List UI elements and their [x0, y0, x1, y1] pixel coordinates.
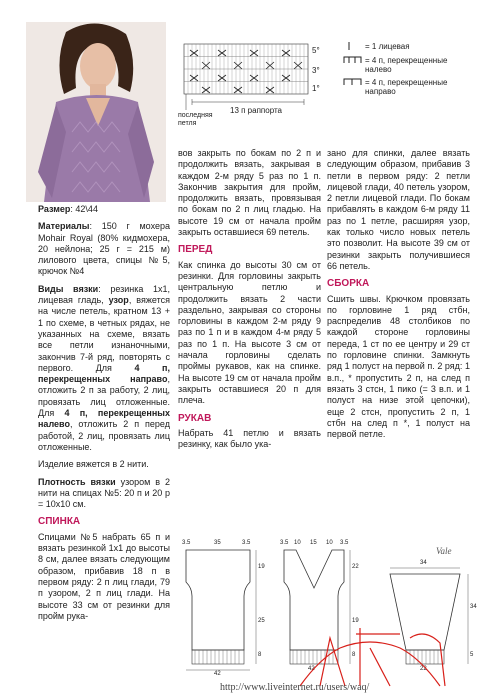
knit-stitch-icon — [343, 42, 365, 52]
back-dim-side-mid: 25 — [258, 618, 265, 624]
chart-row-label-5: 5° — [312, 46, 320, 55]
text-column-2 — [178, 148, 321, 456]
front-dim-side-top: 22 — [352, 564, 359, 570]
sleeve-dim-top: 34 — [420, 560, 427, 566]
size-paragraph: Размер: 42\44 — [38, 204, 98, 214]
assembly-heading: СБОРКА — [327, 278, 370, 290]
back-dim-top-right: 3.5 — [242, 540, 251, 546]
sleeve-schematic — [380, 538, 480, 678]
watermark-url[interactable]: http://www.liveinternet.ru/users/waq/ — [220, 682, 370, 693]
front-schematic — [278, 538, 368, 678]
sleeve-continued-paragraph: зано для спинки, далее вязать следующим образом, прибавив 3 петли в первом ряду: 2 петли лицевой глади, 40 петель узором, 2 петли лицевой глади. По бокам прибавлять в каждом 6-м ряду 11 раз по 1 петле, расширяя узор, как только число новых петель это позволит. На высоте 39 см от резинки закрыть получившиеся 66 петель. — [327, 148, 470, 271]
front-dim-side-bottom: 8 — [352, 652, 356, 658]
front-dim-top-2: 10 — [294, 540, 301, 546]
sleeve-heading: РУКАВ — [178, 412, 212, 424]
chart-last-loop-label: последняя петля — [178, 112, 213, 127]
two-threads-note: Изделие вяжется в 2 нити. — [38, 459, 149, 470]
legend-item-cross-right: = 4 п, перекрещенные направо — [343, 78, 463, 96]
front-paragraph: Как спинка до высоты 30 см от резинки. Для горловины закрыть центральную петлю и продолжить вязать 2 части раздельно, закрывая со стороны горловины в каждом 2-м ряду 9 раз по 1 п и в каждом 4-м ряду 5 раз по 1 п. На высоте 3 см от начала горловины сделать проймы рукавов, как на спинке. На высоте 19 см от начала пройм закрыть оставшиеся 20 п для плеча. — [178, 259, 321, 406]
front-dim-top-4: 10 — [326, 540, 333, 546]
materials-paragraph: Материалы: 150 г мохера Mohair Royal (80% кидмохера, 20 нейлона; 25 г = 215 м) лилового цвета, спицы №5, крючок №4 — [38, 221, 170, 277]
back-dim-top-left: 3.5 — [182, 540, 191, 546]
back-dim-side-top: 19 — [258, 564, 265, 570]
front-dim-top-1: 3.5 — [280, 540, 289, 546]
back-heading: СПИНКА — [38, 516, 81, 528]
model-photo — [26, 22, 166, 202]
cross-right-icon — [343, 78, 365, 88]
sleeve-dim-bottom: 22 — [420, 666, 427, 672]
back-dim-bottom: 42 — [214, 671, 221, 677]
sleeve-paragraph: Набрать 41 петлю и вязать резинку, как было ука- — [178, 427, 321, 450]
text-column-1 — [38, 204, 170, 628]
back-schematic — [180, 538, 265, 678]
chart-legend — [343, 42, 463, 100]
assembly-paragraph: Сшить швы. Крючком провязать по горловине 1 ряд стбн, распределив 48 столбиков по каждой стороне горловины переда, 1 ст по ее центру и 29 ст по горловине спинки. Замкнуть ряд 1 полуст на первой п. 2 ряд: 1 в.п., * пропустить 2 п, на след п вязать 3 стсн, 1 пико (= 3 в.п. и 1 полуст на низе этой цепочки), еще 2 стсн, пропустить 2 п, 1 стбн на след п *, 1 полуст на первой петле. — [327, 293, 470, 440]
back-dim-top-center: 35 — [214, 540, 221, 546]
back-paragraph: Спицами №5 набрать 65 п и вязать резинкой 1х1 до высоты 8 см, далее вязать следующим образом, прибавив 18 п в первом ряду: 2 п лиц глади, 79 п узором, 2 п лиц глади. На высоте 33 см от резинки для пройм рука- — [38, 531, 170, 621]
front-heading: ПЕРЕД — [178, 244, 213, 256]
front-dim-side-mid: 19 — [352, 618, 359, 624]
front-dim-top-5: 3.5 — [340, 540, 349, 546]
signature-text: Vale — [436, 546, 452, 556]
back-dim-side-bottom: 8 — [258, 652, 262, 658]
kinds-paragraph: Виды вязки: резинка 1х1, лицевая гладь, узор, вяжется на числе петель, кратном 13 + 1 по схеме, в четных рядах, не указанных на схеме, вязать все петли изнаночными, закончив 7-й ряд, повторять с первого. Для 4 п, перекрещенных направо, отложить 2 п за работу, 2 лиц, провязать лиц отложенные. Для 4 п, перекрещенных налево, отложить 2 п перед работой, 2 лиц, провязать лиц отложенные. — [38, 283, 171, 452]
legend-item-knit: = 1 лицевая — [343, 42, 463, 52]
front-dim-top-3: 15 — [310, 540, 317, 546]
chart-row-label-3: 3° — [312, 66, 320, 75]
legend-item-cross-left: = 4 п, перекрещенные налево — [343, 56, 463, 74]
knitting-chart — [178, 42, 328, 142]
chart-repeat-label: 13 п раппорта — [230, 106, 282, 115]
front-dim-bottom: 42 — [308, 666, 315, 672]
back-continued-paragraph: вов закрыть по бокам по 2 п и продолжить вязать, закрывая в каждом 2-м ряду 5 раз по 1 п. Закончив закрытия для пройм, продолжить вязать, провязывая по бокам по 2 п лиц гладью. На высоте 19 см от начала пройм закрыть оставшиеся 69 петель. — [178, 148, 321, 238]
density-paragraph: Плотность вязки узором в 2 нити на спицах №5: 20 п и 20 р = 10х10 см. — [38, 476, 170, 510]
sleeve-dim-side: 34 — [470, 604, 477, 610]
chart-row-label-1: 1° — [312, 84, 320, 93]
cross-left-icon — [343, 56, 365, 66]
sleeve-dim-cuff: 5 — [470, 652, 474, 658]
text-column-3 — [327, 148, 470, 446]
